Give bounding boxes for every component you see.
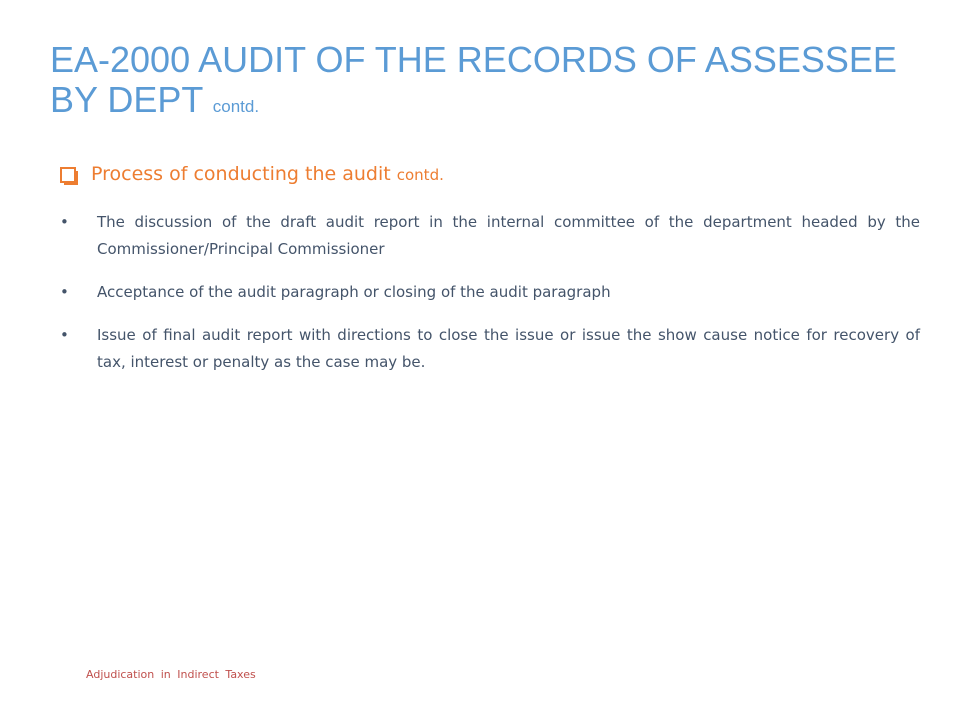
- bullet-text: The discussion of the draft audit report in the internal committee of the department headed by the Commissioner/Principal Commissioner: [97, 213, 920, 258]
- bullet-text: Issue of final audit report with directions to close the issue or issue the show cause notice for recovery of tax, interest or penalty as the case may be.: [97, 326, 920, 371]
- subheading-suffix: contd.: [396, 166, 444, 184]
- bullet-list: [60, 209, 920, 376]
- bullet-item: [60, 209, 920, 263]
- slide-footer: Adjudication in Indirect Taxes: [86, 668, 256, 681]
- checkbox-icon: [60, 167, 76, 183]
- section-subheading: [60, 160, 920, 189]
- subheading-text: [91, 160, 444, 189]
- slide-content: [60, 160, 920, 392]
- subheading-label: Process of conducting the audit: [91, 163, 391, 185]
- bullet-item: [60, 322, 920, 376]
- bullet-dot-icon: •: [60, 213, 69, 231]
- bullet-dot-icon: •: [60, 326, 69, 344]
- bullet-dot-icon: •: [60, 283, 69, 301]
- slide-title: [50, 40, 910, 127]
- bullet-item: [60, 279, 920, 306]
- slide-title-suffix: contd.: [212, 97, 260, 116]
- slide-title-text: EA-2000 AUDIT OF THE RECORDS OF ASSESSEE BY DEPT: [50, 39, 897, 120]
- bullet-text: Acceptance of the audit paragraph or closing of the audit paragraph: [97, 283, 611, 301]
